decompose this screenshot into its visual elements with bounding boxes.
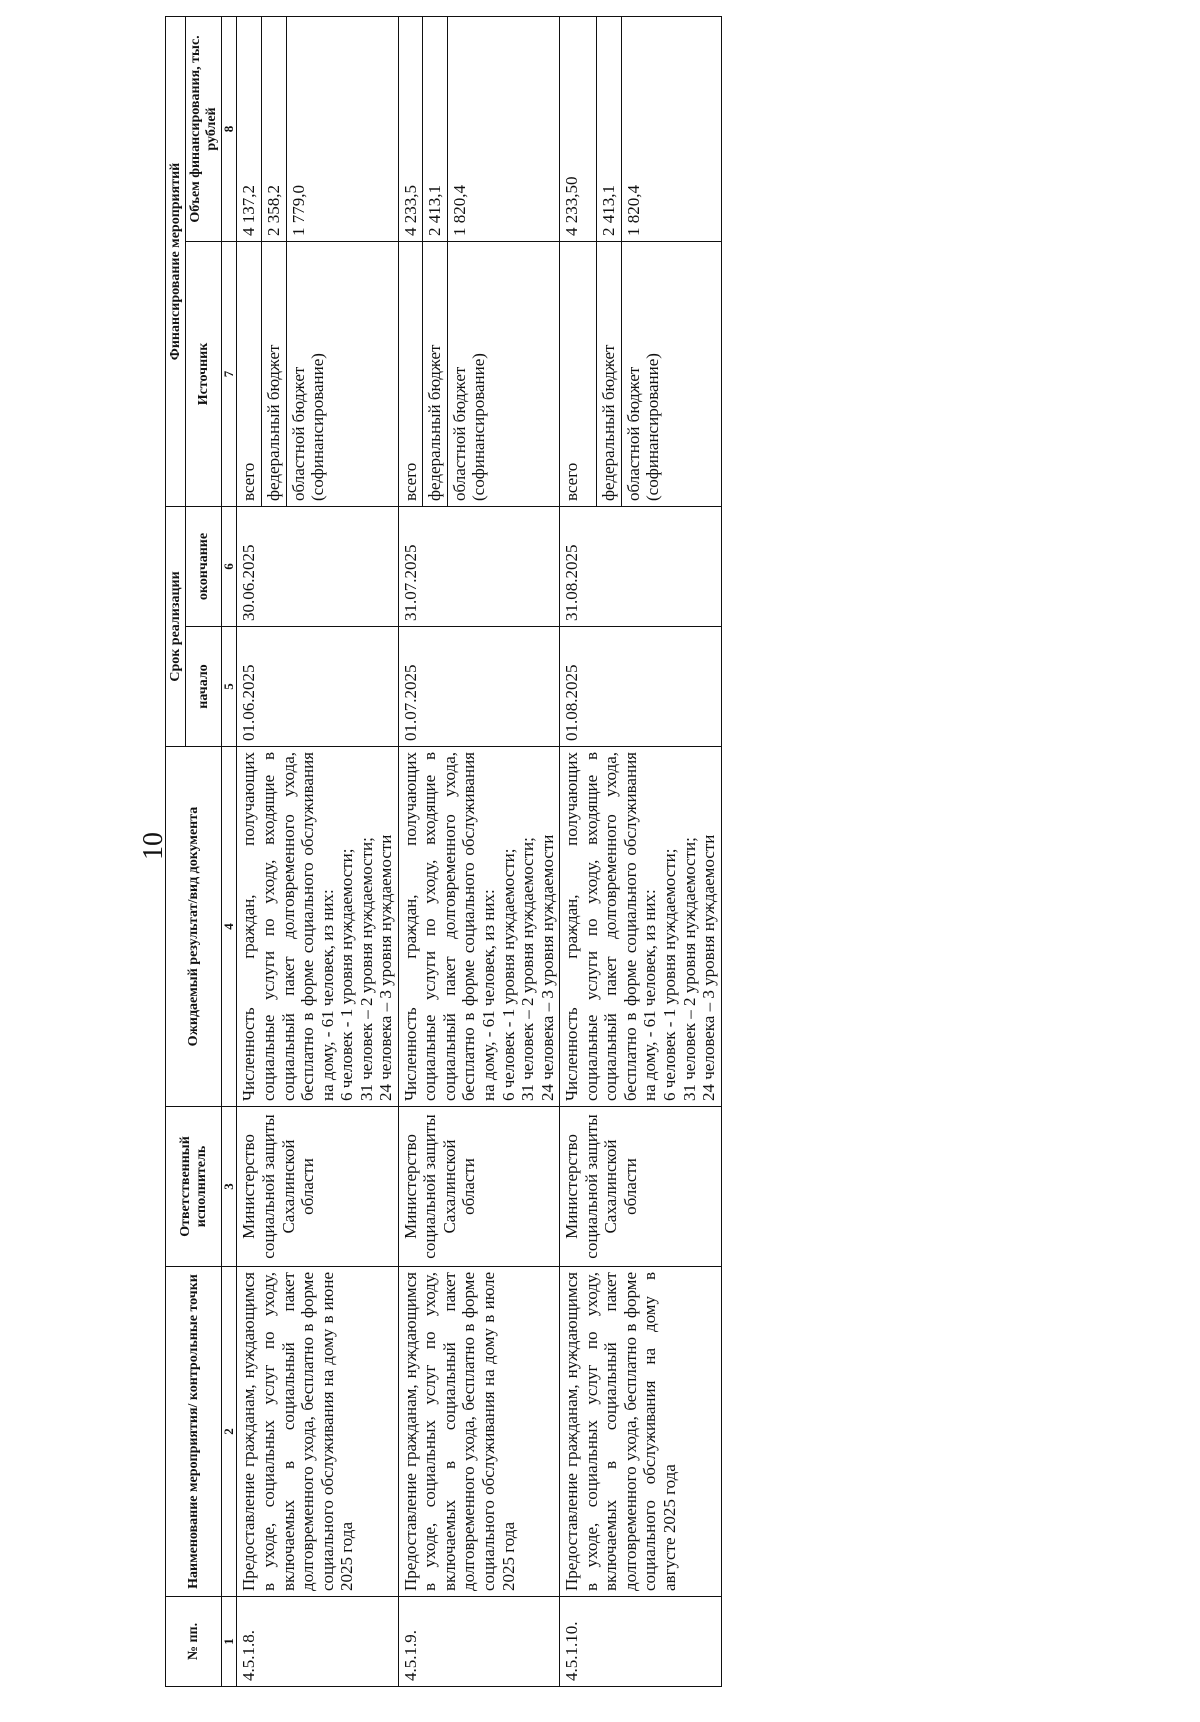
col-index: 1 [222,1597,237,1687]
header-period-start: начало [186,627,222,747]
result-level-3: 24 человека – 3 уровня нуждаемости [699,834,719,1101]
expected-result [560,747,721,1107]
header-result: Ожидаемый результат/вид документа [166,747,222,1107]
amount-federal: 2 413,1 [423,17,448,241]
header-name: Наименование мероприятия/ контрольные точки [166,1267,222,1597]
result-level-3: 24 человека – 3 уровня нуждаемости [537,834,557,1101]
amount-regional: 1 820,4 [623,185,643,236]
measure-name: Предоставление гражданам, нуждающимся в уходе, социальных услуг по уходу, включаемых в социальный пакет долговременного ухода, бесплатно в форме социального обслуживания на дому в июне 2025 года [237,1267,398,1597]
result-level-1: 6 человек - 1 уровня нуждаемости; [498,848,518,1101]
row-number: 4.5.1.8. [237,1597,398,1687]
executor: Министерство социальной защиты Сахалинской области [560,1107,721,1267]
end-date: 31.08.2025 [560,507,721,627]
col-index: 4 [222,747,237,1107]
header-period: Срок реализации [166,507,186,747]
funding-amounts [398,16,559,241]
amount-regional: 1 779,0 [288,185,308,236]
funding-amounts [237,16,398,241]
row-number: 4.5.1.9. [398,1597,559,1687]
funding-sources [560,242,721,507]
source-regional: областной бюджет (софинансирование) [449,353,489,501]
start-date: 01.07.2025 [398,627,559,747]
result-main: Численность граждан, получающих социальные услуги по уходу, входящие в социальный пакет долговременного ухода, бесплатно в форме социального обслуживания на дому, - 61 человек, из них: [239,752,337,1101]
start-date: 01.08.2025 [560,627,721,747]
header-period-end: окончание [186,507,222,627]
result-level-2: 31 человек – 2 уровня нуждаемости; [356,837,376,1101]
expected-result [398,747,559,1107]
result-main: Численность граждан, получающих социальные услуги по уходу, входящие в социальный пакет долговременного ухода, бесплатно в форме социального обслуживания на дому, - 61 человек, из них: [400,752,499,1101]
source-federal: федеральный бюджет [262,242,287,506]
amount-total: 4 233,5 [399,17,424,241]
result-level-1: 6 человек - 1 уровня нуждаемости; [337,848,357,1101]
measure-name: Предоставление гражданам, нуждающимся в уходе, социальных услуг по уходу, включаемых в социальный пакет долговременного ухода, бесплатно в форме социального обслуживания на дому в августе 2025 года [560,1267,721,1597]
header-source: Источник [186,242,222,507]
col-index: 8 [222,16,237,241]
amount-federal: 2 413,1 [597,17,622,241]
amount-total: 4 137,2 [237,17,262,241]
measures-table [165,16,722,1687]
result-level-1: 6 человек - 1 уровня нуждаемости; [659,848,679,1101]
result-level-2: 31 человек – 2 уровня нуждаемости; [679,837,699,1101]
result-level-3: 24 человека – 3 уровня нуждаемости [376,834,396,1101]
end-date: 31.07.2025 [398,507,559,627]
header-num: № пп. [166,1597,222,1687]
amount-total: 4 233,50 [560,17,597,241]
col-index: 3 [222,1107,237,1267]
col-index: 5 [222,627,237,747]
header-amount: Объем финансирования, тыс. рублей [186,16,222,241]
start-date: 01.06.2025 [237,627,398,747]
source-regional: областной бюджет (софинансирование) [288,353,328,501]
source-total: всего [560,242,597,506]
result-level-2: 31 человек – 2 уровня нуждаемости; [518,837,538,1101]
funding-amounts [560,16,721,241]
table-row [560,16,721,1686]
expected-result [237,747,398,1107]
source-federal: федеральный бюджет [597,242,622,506]
header-executor: Ответственный исполнитель [166,1107,222,1267]
source-regional: областной бюджет (софинансирование) [623,353,663,501]
amount-regional: 1 820,4 [449,185,469,236]
row-number: 4.5.1.10. [560,1597,721,1687]
executor: Министерство социальной защиты Сахалинской области [237,1107,398,1267]
executor: Министерство социальной защиты Сахалинской области [398,1107,559,1267]
col-index: 7 [222,242,237,507]
col-index: 2 [222,1267,237,1597]
source-total: всего [237,242,262,506]
amount-federal: 2 358,2 [262,17,287,241]
funding-sources [398,242,559,507]
table-row [398,16,559,1686]
end-date: 30.06.2025 [237,507,398,627]
measure-name: Предоставление гражданам, нуждающимся в уходе, социальных услуг по уходу, включаемых в социальный пакет долговременного ухода, бесплатно в форме социального обслуживания на дому в июле 2025 года [398,1267,559,1597]
funding-sources [237,242,398,507]
source-total: всего [399,242,424,506]
result-main: Численность граждан, получающих социальные услуги по уходу, входящие в социальный пакет долговременного ухода, бесплатно в форме социального обслуживания на дому, - 61 человек, из них: [562,752,660,1101]
page-number: 10 [138,832,169,860]
header-financing: Финансирование мероприятий [166,16,186,506]
source-federal: федеральный бюджет [423,242,448,506]
table-row [237,16,398,1686]
col-index: 6 [222,507,237,627]
